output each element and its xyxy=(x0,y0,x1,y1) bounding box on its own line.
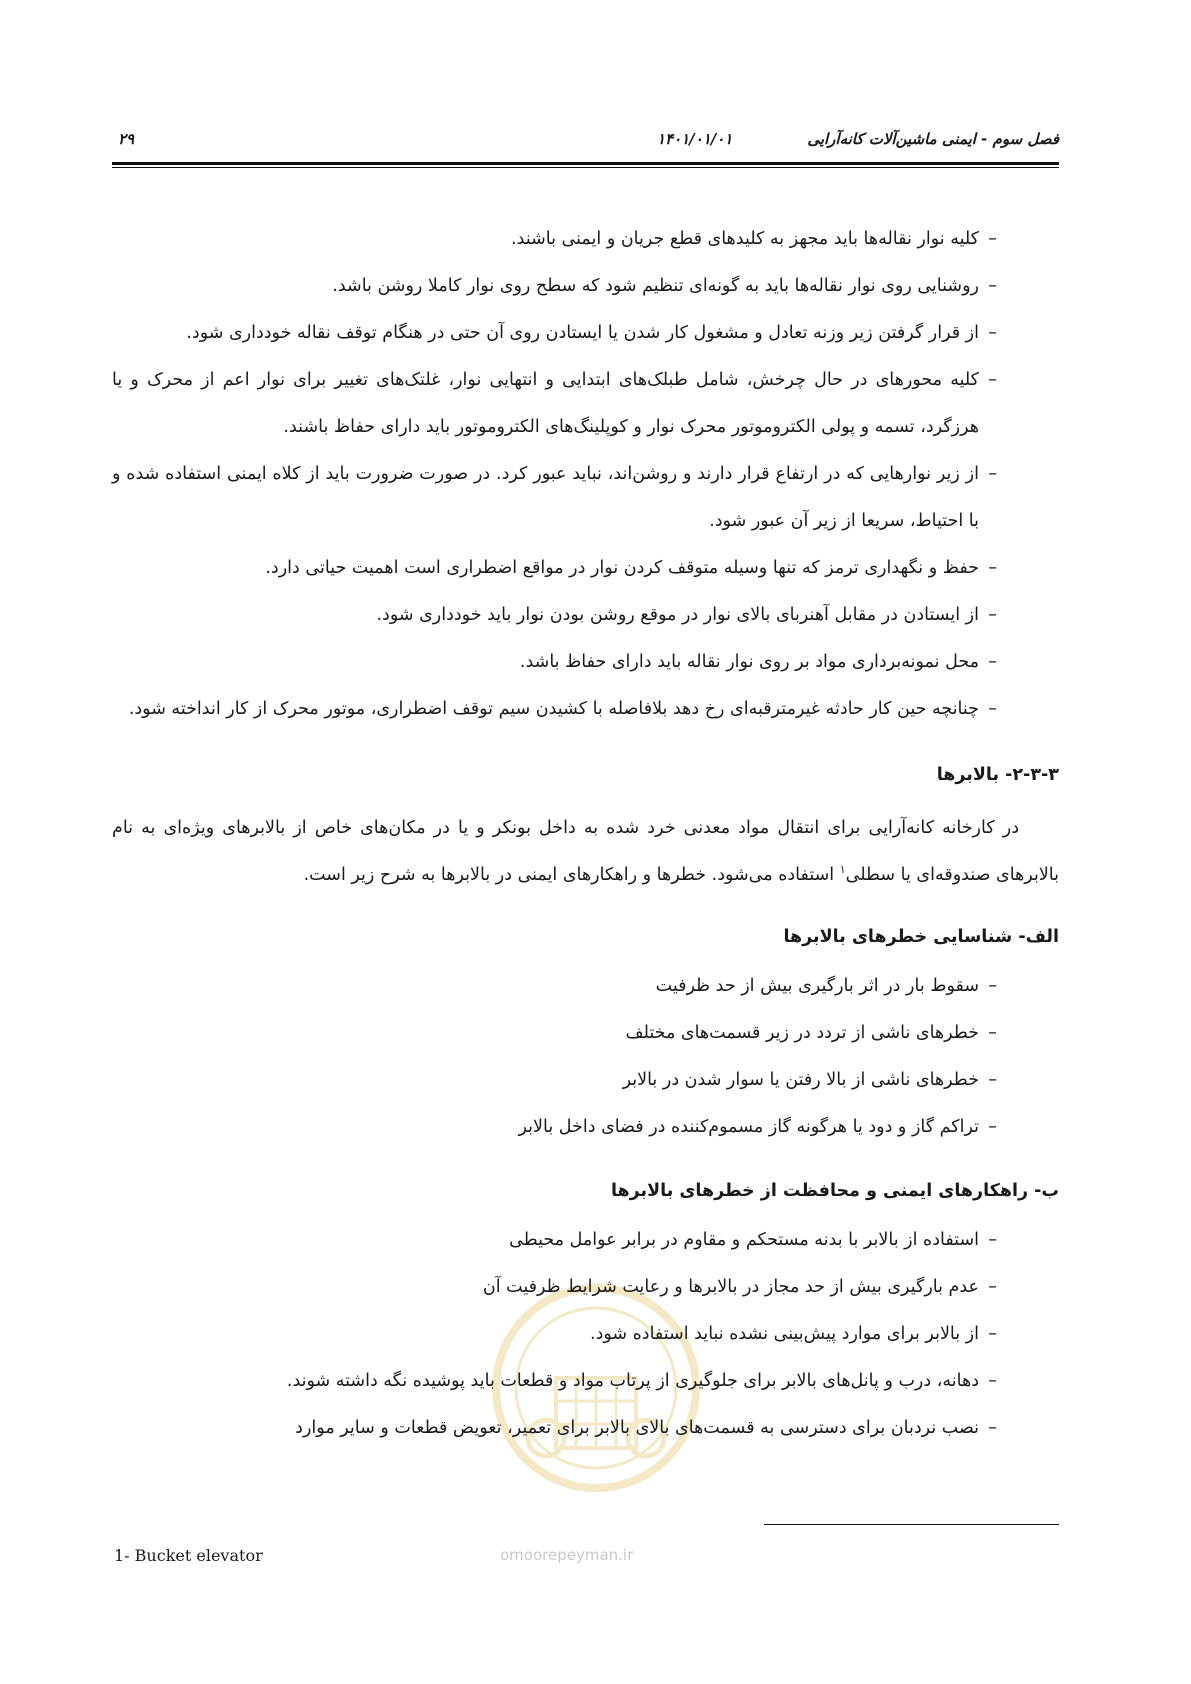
list-item: – نصب نردبان برای دسترسی به قسمت‌های بالای بالابر برای تعمیر، تعویض قطعات و سایر موارد xyxy=(112,1405,1059,1452)
conveyor-safety-list xyxy=(112,216,1059,733)
chapter-title: فصل سوم - ایمنی ماشین‌آلات کانه‌آرایی xyxy=(807,130,1059,148)
footnote-rule xyxy=(764,1524,1059,1525)
list-item: – حفظ و نگهداری ترمز که تنها وسیله متوقف کردن نوار در مواقع اضطراری است اهمیت حیاتی دارد. xyxy=(112,545,1059,592)
list-item: – چنانچه حین کار حادثه غیرمترقبه‌ای رخ دهد بلافاصله با کشیدن سیم توقف اضطراری، موتور محرک از کار انداخته شود. xyxy=(112,686,1059,733)
page-number: ۲۹ xyxy=(118,130,135,148)
header-rule-thin xyxy=(112,167,1059,168)
list-item: – سقوط بار در اثر بارگیری بیش از حد ظرفیت xyxy=(112,963,1059,1010)
section-heading: ۲-۳-۳- بالابرها xyxy=(936,765,1059,785)
list-item: – کلیه محورهای در حال چرخش، شامل طبلک‌های ابتدایی و انتهایی نوار، غلتک‌های تغییر برای نوار اعم از محرک و یا هرزگرد، تسمه و پولی الکتروموتور محرک نوار و کوپلینگ‌های الکتروموتور باید دارای حفاظ باشند. xyxy=(112,357,1059,451)
solutions-list xyxy=(112,1217,1059,1452)
list-item: – روشنایی روی نوار نقاله‌ها باید به گونه‌ای تنظیم شود که سطح روی نوار کاملا روشن باشد. xyxy=(112,263,1059,310)
footnote: 1- Bucket elevator xyxy=(114,1546,263,1565)
footnote-marker: ۱ xyxy=(839,863,846,877)
list-item: – از قرار گرفتن زیر وزنه تعادل و مشغول کار شدن یا ایستادن روی آن حتی در هنگام توقف نقاله خودداری شود. xyxy=(112,310,1059,357)
page-header xyxy=(112,128,1059,160)
list-item: – دهانه، درب و پانل‌های بالابر برای جلوگیری از پرتاب مواد و قطعات باید پوشیده نگه داشته شوند. xyxy=(112,1358,1059,1405)
list-item: – از زیر نوارهایی که در ارتفاع قرار دارند و روشن‌اند، نباید عبور کرد. در صورت ضرورت باید از کلاه ایمنی استفاده شده و با احتیاط، سریعا از زیر آن عبور شود. xyxy=(112,451,1059,545)
solutions-heading: ب- راهکارهای ایمنی و محافظت از خطرهای بالابرها xyxy=(610,1181,1059,1201)
paragraph-text-1: در کارخانه کانه‌آرایی برای انتقال مواد معدنی خرد شده به داخل بونکر و یا در مکان‌های خاص از بالابرهای ویژه‌ای به نام بالابرهای صندوقه‌ای یا سطلی xyxy=(112,818,1059,885)
list-item: – خطرهای ناشی از بالا رفتن یا سوار شدن در بالابر xyxy=(112,1057,1059,1104)
watermark-text: omoorepeyman.ir xyxy=(500,1546,634,1564)
hazards-list xyxy=(112,963,1059,1151)
section-paragraph xyxy=(112,805,1059,899)
main-content xyxy=(112,216,1059,1452)
header-rule-thick xyxy=(112,162,1059,165)
hazards-heading: الف- شناسایی خطرهای بالابرها xyxy=(783,927,1059,947)
list-item: – عدم بارگیری بیش از حد مجاز در بالابرها و رعایت شرایط ظرفیت آن xyxy=(112,1264,1059,1311)
list-item: – محل نمونه‌برداری مواد بر روی نوار نقاله باید دارای حفاظ باشد. xyxy=(112,639,1059,686)
list-item: – کلیه نوار نقاله‌ها باید مجهز به کلیدهای قطع جریان و ایمنی باشند. xyxy=(112,216,1059,263)
list-item: – استفاده از بالابر با بدنه مستحکم و مقاوم در برابر عوامل محیطی xyxy=(112,1217,1059,1264)
header-date: ۱۴۰۱/۰۱/۰۱ xyxy=(657,130,733,148)
list-item: – از بالابر برای موارد پیش‌بینی نشده نباید استفاده شود. xyxy=(112,1311,1059,1358)
list-item: – از ایستادن در مقابل آهنربای بالای نوار در موقع روشن بودن نوار باید خودداری شود. xyxy=(112,592,1059,639)
list-item: – خطرهای ناشی از تردد در زیر قسمت‌های مختلف xyxy=(112,1010,1059,1057)
paragraph-text-2: استفاده می‌شود. خطرها و راهکارهای ایمنی در بالابرها به شرح زیر است. xyxy=(303,865,840,885)
list-item: – تراکم گاز و دود یا هرگونه گاز مسموم‌کننده در فضای داخل بالابر xyxy=(112,1104,1059,1151)
